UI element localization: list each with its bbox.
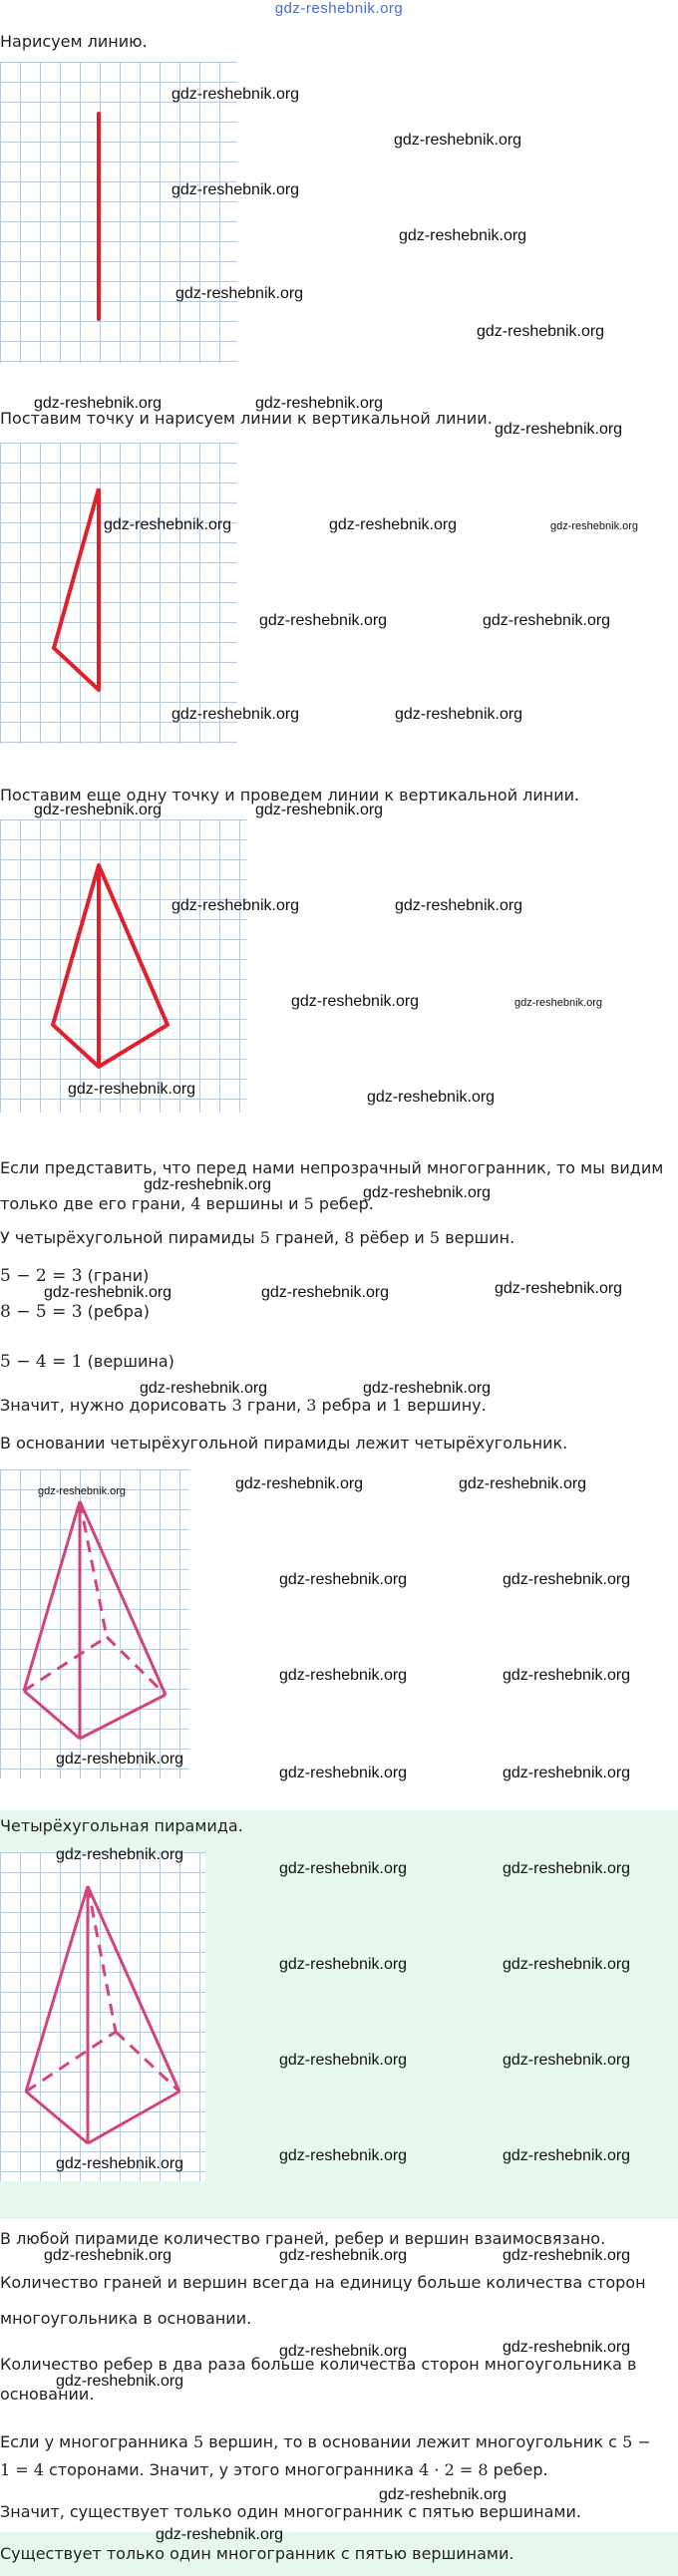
watermark: gdz-reshebnik.org — [503, 1667, 631, 1684]
watermark: gdz-reshebnik.org — [44, 1284, 172, 1301]
watermark: gdz-reshebnik.org — [399, 227, 527, 244]
watermark: gdz-reshebnik.org — [56, 1751, 184, 1768]
watermark: gdz-reshebnik.org — [495, 1280, 623, 1297]
watermark: gdz-reshebnik.org — [279, 1956, 408, 1973]
vertical-line-drawing — [0, 62, 237, 363]
watermark: gdz-reshebnik.org — [503, 2147, 631, 2164]
watermark: gdz-reshebnik.org — [363, 1184, 492, 1201]
watermark: gdz-reshebnik.org — [34, 802, 163, 818]
watermark: gdz-reshebnik.org — [261, 1284, 390, 1301]
watermark: gdz-reshebnik.org — [56, 2155, 184, 2172]
watermark: gdz-reshebnik.org — [279, 2247, 408, 2264]
watermark: gdz-reshebnik.org — [255, 802, 384, 818]
watermark: gdz-reshebnik.org — [503, 1860, 631, 1877]
watermark: gdz-reshebnik.org — [503, 2247, 631, 2264]
calc-faces: 5 − 2 = 3 (грани) — [0, 1266, 150, 1286]
step2-text: Поставим точку и нарисуем линии к вертикальной линии. — [0, 409, 493, 428]
five-vertices-line2: 1 = 4 сторонами. Значит, у этого многогранника 4 · 2 = 8 ребер. — [0, 2460, 548, 2479]
grid-figure-1 — [0, 62, 237, 363]
watermark: gdz-reshebnik.org — [329, 516, 458, 533]
conclusion: Значит, нужно дорисовать 3 грани, 3 ребра и 1 вершину. — [0, 1396, 487, 1415]
triangle-drawing — [0, 443, 237, 744]
watermark: gdz-reshebnik.org — [477, 323, 605, 340]
relation-line2a: Количество граней и вершин всегда на единицу больше количества сторон — [0, 2273, 646, 2292]
pyramid-final-drawing — [0, 1852, 205, 2181]
watermark: gdz-reshebnik.org — [395, 897, 523, 914]
watermark: gdz-reshebnik.org — [156, 2526, 284, 2543]
final-answer: Существует только один многогранник с пятью вершинами. — [0, 2544, 514, 2563]
relation-line1: В любой пирамиде количество граней, ребер и вершин взаимосвязано. — [0, 2229, 606, 2248]
reasoning-line1: Если представить, что перед нами непрозрачный многогранник, то мы видим — [0, 1158, 664, 1177]
pyramid-sketch-drawing — [0, 1469, 189, 1778]
watermark: gdz-reshebnik.org — [503, 1956, 631, 1973]
watermark: gdz-reshebnik.org — [279, 2052, 408, 2069]
relation-line3b: основании. — [0, 2385, 95, 2404]
watermark: gdz-reshebnik.org — [279, 2343, 408, 2360]
pyramid-counts: У четырёхугольной пирамиды 5 граней, 8 рёбер и 5 вершин. — [0, 1228, 515, 1247]
watermark: gdz-reshebnik.org — [550, 520, 639, 532]
step1-text: Нарисуем линию. — [0, 32, 148, 51]
step3-text: Поставим еще одну точку и проведем линии к вертикальной линии. — [0, 786, 580, 805]
watermark: gdz-reshebnik.org — [379, 2486, 508, 2503]
watermark: gdz-reshebnik.org — [279, 1765, 408, 1781]
watermark: gdz-reshebnik.org — [503, 1765, 631, 1781]
watermark: gdz-reshebnik.org — [171, 181, 300, 198]
calc-edges: 8 − 5 = 3 (ребра) — [0, 1302, 150, 1322]
watermark: gdz-reshebnik.org — [104, 516, 232, 533]
answer-title: Четырёхугольная пирамида. — [0, 1816, 243, 1835]
site-logo[interactable]: gdz-reshebnik.org — [274, 0, 404, 17]
base-text: В основании четырёхугольной пирамиды лежит четырёхугольник. — [0, 1434, 568, 1452]
watermark: gdz-reshebnik.org — [140, 1380, 268, 1397]
watermark: gdz-reshebnik.org — [395, 706, 523, 723]
watermark: gdz-reshebnik.org — [56, 2373, 184, 2390]
watermark: gdz-reshebnik.org — [34, 395, 163, 412]
calc-vertex: 5 − 4 = 1 (вершина) — [0, 1352, 174, 1372]
relation-line3a: Количество ребер в два раза больше количества сторон многоугольника в — [0, 2355, 637, 2374]
relation-line2b: многоугольника в основании. — [0, 2309, 252, 2328]
watermark: gdz-reshebnik.org — [279, 2147, 408, 2164]
watermark: gdz-reshebnik.org — [235, 1475, 364, 1492]
watermark: gdz-reshebnik.org — [144, 1176, 272, 1193]
watermark: gdz-reshebnik.org — [259, 612, 388, 629]
watermark: gdz-reshebnik.org — [503, 1571, 631, 1588]
grid-figure-pyramid-sketch — [0, 1469, 189, 1778]
five-vertices-line1: Если у многогранника 5 вершин, то в основании лежит многоугольник с 5 − — [0, 2432, 651, 2451]
watermark: gdz-reshebnik.org — [394, 132, 522, 149]
watermark: gdz-reshebnik.org — [367, 1089, 496, 1106]
only-one-conclusion: Значит, существует только один многогранник с пятью вершинами. — [0, 2502, 581, 2521]
watermark: gdz-reshebnik.org — [44, 2247, 172, 2264]
watermark: gdz-reshebnik.org — [175, 285, 304, 302]
watermark: gdz-reshebnik.org — [171, 86, 300, 103]
watermark: gdz-reshebnik.org — [459, 1475, 587, 1492]
grid-figure-2 — [0, 443, 237, 744]
watermark: gdz-reshebnik.org — [38, 1485, 127, 1497]
watermark: gdz-reshebnik.org — [279, 1860, 408, 1877]
watermark: gdz-reshebnik.org — [514, 997, 603, 1009]
watermark: gdz-reshebnik.org — [171, 897, 300, 914]
watermark: gdz-reshebnik.org — [279, 1667, 408, 1684]
grid-figure-pyramid-final — [0, 1852, 205, 2181]
watermark: gdz-reshebnik.org — [68, 1081, 196, 1098]
two-faces-drawing — [0, 819, 247, 1113]
watermark: gdz-reshebnik.org — [363, 1380, 492, 1397]
watermark: gdz-reshebnik.org — [56, 1846, 184, 1863]
watermark: gdz-reshebnik.org — [255, 395, 384, 412]
watermark: gdz-reshebnik.org — [495, 421, 623, 438]
watermark: gdz-reshebnik.org — [483, 612, 611, 629]
watermark: gdz-reshebnik.org — [291, 993, 420, 1010]
reasoning-line2: только две его грани, 4 вершины и 5 ребер. — [0, 1194, 374, 1213]
watermark: gdz-reshebnik.org — [503, 2339, 631, 2356]
watermark: gdz-reshebnik.org — [171, 706, 300, 723]
watermark: gdz-reshebnik.org — [503, 2052, 631, 2069]
watermark: gdz-reshebnik.org — [279, 1571, 408, 1588]
grid-figure-3 — [0, 819, 247, 1113]
